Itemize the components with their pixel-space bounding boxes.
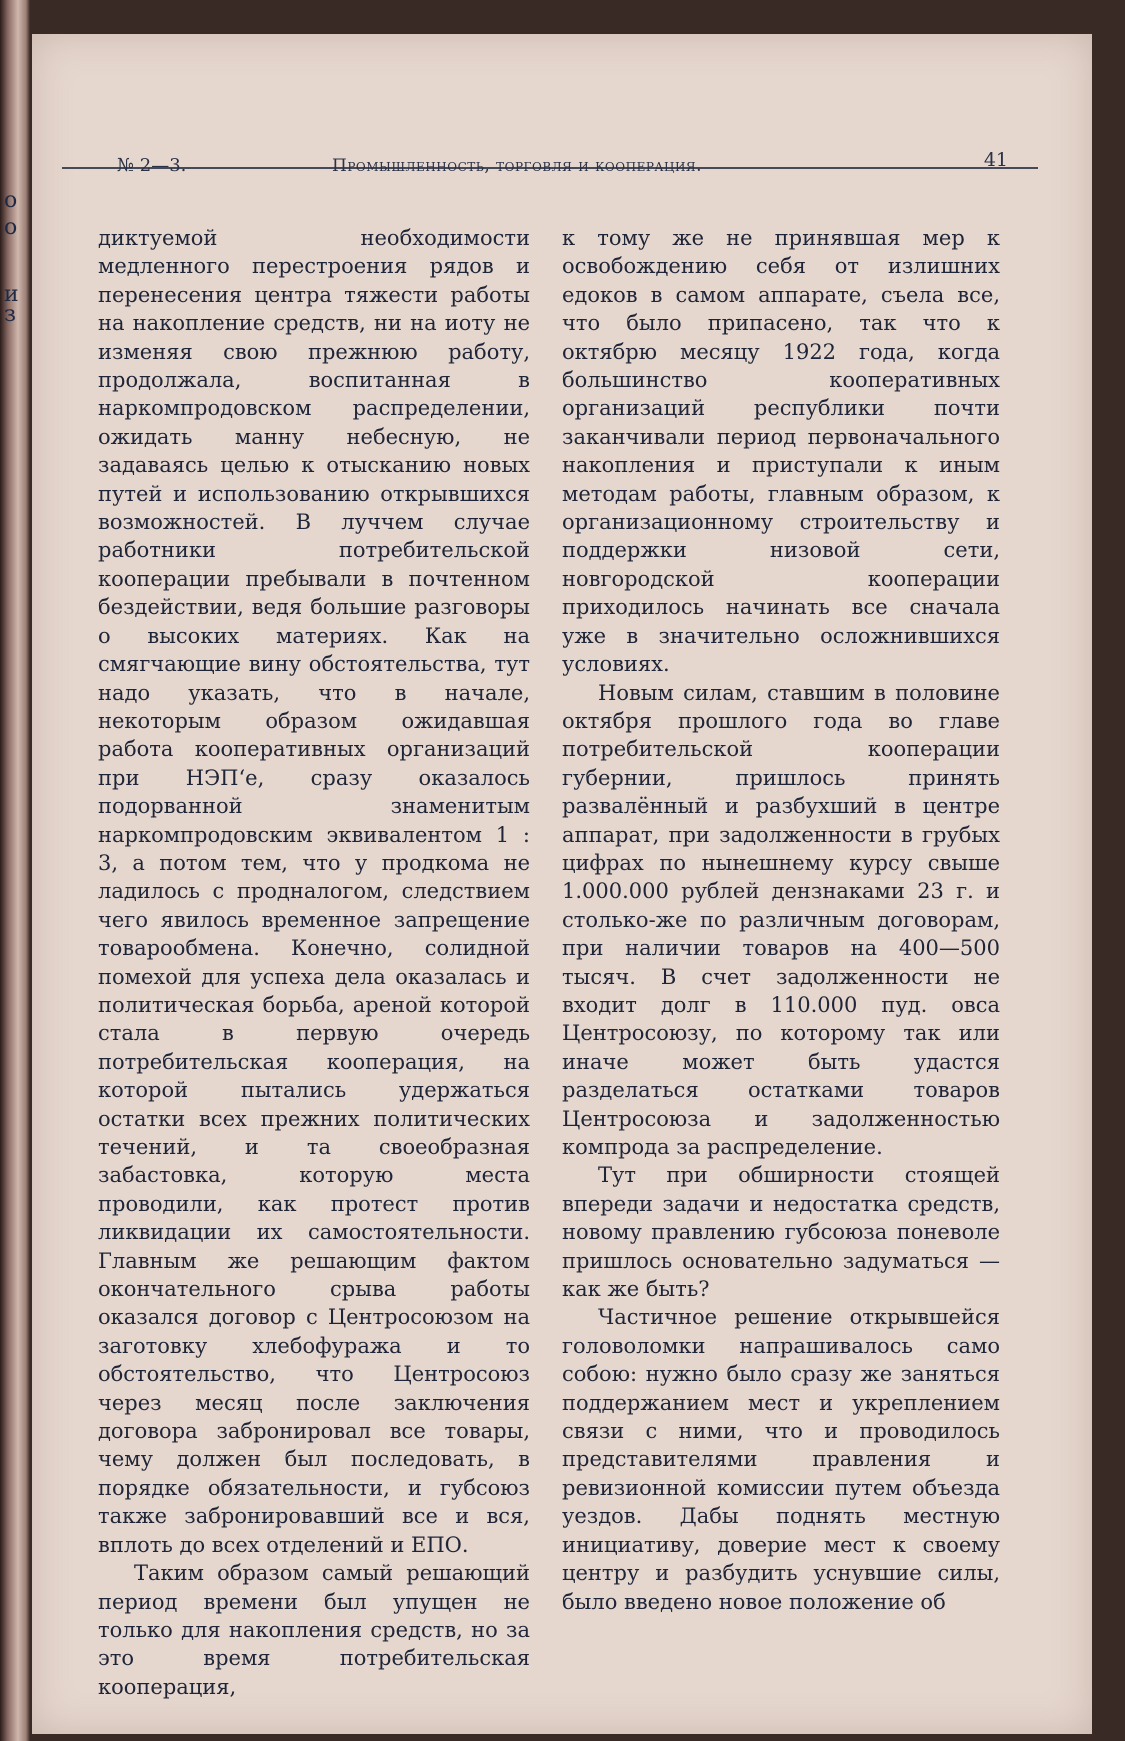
paragraph: Таким образом самый решающий период времени был упущен не только для накопления средств, но за это время потребительская кооперация,	[98, 1561, 530, 1699]
text-column-right	[562, 224, 1000, 1616]
paragraph: Новым силам, ставшим в половине октября прошлого года во главе потребительской кооперации губернии, пришлось принять развалённый и разбухший в центре аппарат, при задолженности в грубых цифрах по нынешнему курсу свыше 1.000.000 рублей дензнаками 23 г. и столько-же по различным договорам, при наличии товаров на 400—500 тысяч. В счет задолженности не входит долг в 110.000 пуд. овса Центросоюзу, по которому так или иначе может быть удастся разделаться остатками товаров Центросоюза и задолженностью компрода за распределение.	[562, 680, 1000, 1159]
margin-fragment: о	[4, 215, 18, 240]
page-number: 41	[983, 149, 1008, 171]
issue-number: № 2—3.	[117, 155, 187, 176]
paragraph: Частичное решение открывшейся головоломки напрашивалось само собою: нужно было сразу же заняться поддержанием мест и укреплением связи с ними, что и проводилось представителями правления и ревизионной комиссии путем объезда уездов. Дабы поднять местную инициативу, доверие мест к своему центру и разбудить уснувшие силы, было введено новое положение об	[562, 1305, 1000, 1614]
text-column-left	[98, 224, 530, 1701]
journal-page	[32, 34, 1092, 1734]
margin-fragment: о	[4, 188, 18, 213]
running-header	[62, 127, 1038, 176]
margin-fragment: и	[4, 282, 19, 307]
paragraph: диктуемой необходимости медленного перестроения рядов и перенесения центра тяжести работы на накопление средств, ни на иоту не изменяя свою прежнюю работу, продолжала, воспитанная в наркомпродовском распределении, ожидать манну небесную, не задаваясь целью к отысканию новых путей и использованию открывшихся возможностей. В луччем случае работники потребительской кооперации пребывали в почтенном бездействии, ведя большие разговоры о высоких материях. Как на смягчающие вину обстоятельства, тут надо указать, что в начале, некоторым образом ожидавшая работа кооперативных организаций при НЭП‘е, сразу оказалось подорванной знаменитым наркомпродовским эквивалентом 1 : 3, а потом тем, что у продкома не ладилось с продналогом, следствием чего явилось временное запрещение товарообмена. Конечно, солидной помехой для успеха дела оказалась и политическая борьба, ареной которой стала в первую очередь потребительская кооперация, на которой пытались удержаться остатки всех прежних политических течений, и та своеобразная забастовка, которую места проводили, как протест против ликвидации их самостоятельности. Главным же решающим фактом окончательного срыва работы оказался договор с Центросоюзом на заготовку хлебофуража и то обстоятельство, что Центросоюз через месяц после заключения договора забронировал все товары, чему должен был последовать, в порядке обязательности, и губсоюз также забронировавший все и вся, вплоть до всех отделений и ЕПО.	[98, 226, 530, 1557]
paragraph: к тому же не принявшая мер к освобождению себя от излишних едоков в самом аппарате, съела все, что было припасено, так что к октябрю месяцу 1922 года, когда большинство кооперативных организаций республики почти заканчивали период первоначального накопления и приступали к иным методам работы, главным образом, к организационному строительству и поддержки низовой сети, новгородской кооперации приходилось начинать все сначала уже в значительно осложнившихся условиях.	[562, 226, 1000, 677]
paragraph: Тут при обширности стоящей впереди задачи и недостатка средств, новому правлению губсоюза поневоле пришлось основательно задуматься — как же быть?	[562, 1163, 1000, 1302]
margin-fragment: з	[4, 302, 16, 327]
running-title: Промышленность, торговля и кооперация.	[332, 156, 703, 176]
adjacent-page-edge	[0, 0, 30, 1741]
